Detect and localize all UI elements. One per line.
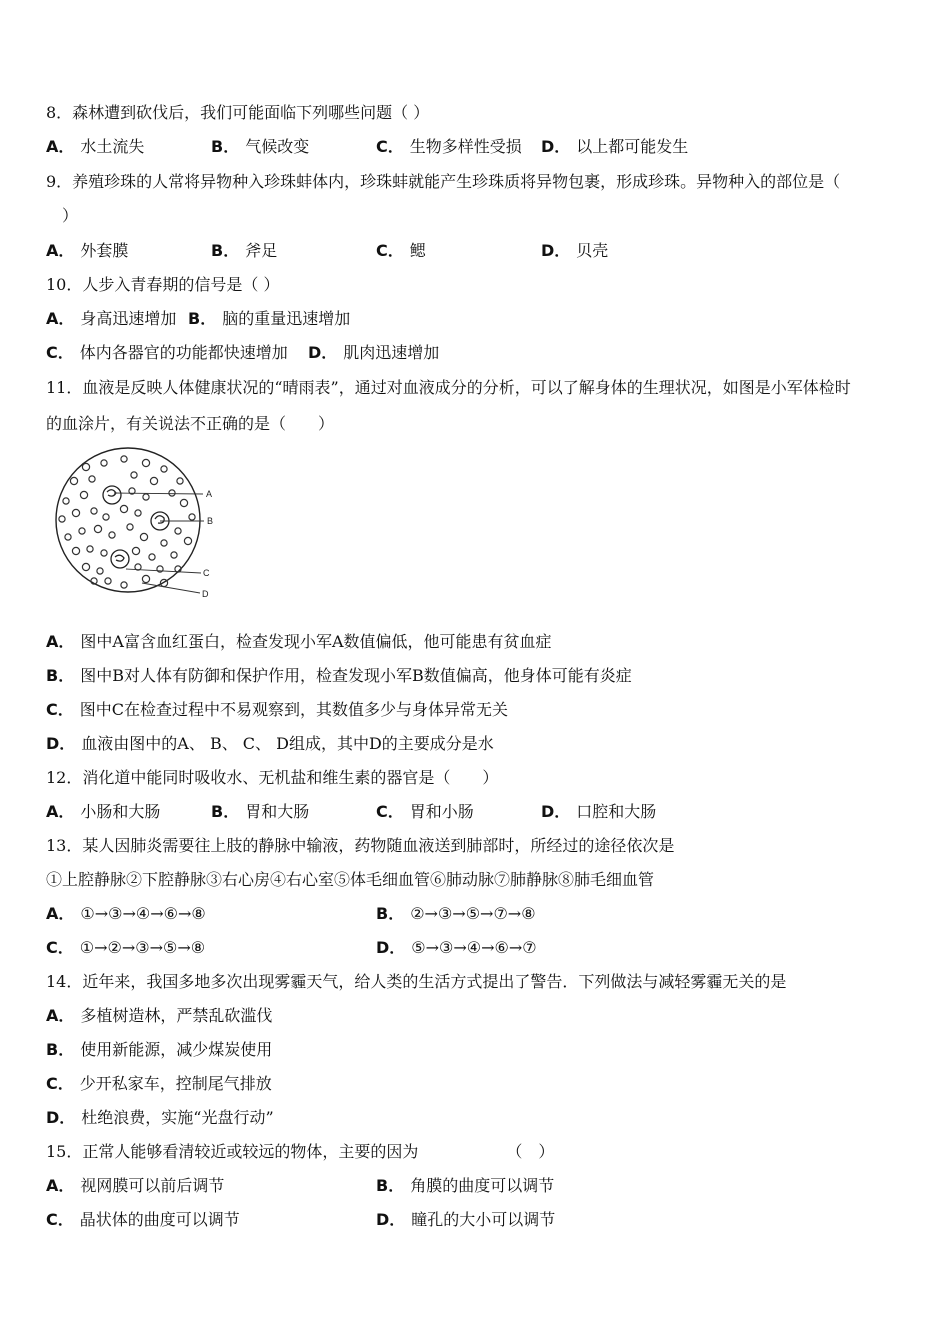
q12-option-a-text: 小肠和大肠: [80, 802, 161, 821]
red-blood-cell: [103, 514, 109, 520]
red-blood-cell: [127, 524, 133, 530]
red-blood-cell: [121, 456, 127, 462]
q15-option-b-label: B．: [376, 1176, 405, 1195]
q9-option-a: [46, 241, 128, 261]
q14-option-d-label: D．: [46, 1108, 76, 1127]
red-blood-cell: [101, 460, 107, 466]
q9-option-a-label: A．: [46, 241, 75, 260]
q13-option-b-text: ②→③→⑤→⑦→⑧: [410, 904, 536, 923]
q11-stem-continued: 的血涂片，有关说法不正确的是（ ）: [46, 414, 335, 433]
q14-option-b: [46, 1040, 272, 1060]
q10-option-a-label: A．: [46, 309, 75, 328]
q13-option-d-label: D．: [376, 938, 406, 957]
q13-stem-continued: ①上腔静脉②下腔静脉③右心房④右心室⑤体毛细血管⑥肺动脉⑦肺静脉⑧肺毛细血管: [46, 870, 655, 889]
q8-option-d-label: D．: [541, 137, 571, 156]
red-blood-cell: [150, 477, 157, 484]
q13-option-c-label: C．: [46, 938, 74, 957]
q10-option-c: [46, 343, 288, 363]
q15-option-d-text: 瞳孔的大小可以调节: [411, 1210, 556, 1229]
q8-option-c-text: 生物多样性受损: [409, 137, 522, 156]
q14-stem: 14．近年来，我国多地多次出现雾霾天气，给人类的生活方式提出了警告．下列做法与减轻雾霾无关的是: [46, 972, 787, 991]
figure-label-b: B: [207, 516, 214, 526]
q13-option-a: [46, 904, 206, 924]
q8-option-a: [46, 137, 144, 157]
red-blood-cell: [121, 582, 127, 588]
red-blood-cell: [135, 510, 141, 516]
q8-option-c-label: C．: [376, 137, 404, 156]
white-cell-a: [103, 486, 121, 504]
red-blood-cell: [72, 547, 79, 554]
q15-option-a-label: A．: [46, 1176, 75, 1195]
red-blood-cell: [72, 509, 79, 516]
q13-option-b: [376, 904, 536, 924]
q11-stem: 11．血液是反映人体健康状况的“晴雨表”，通过对血液成分的分析，可以了解身体的生理状况，如图是小军体检时: [46, 378, 851, 397]
red-blood-cell: [82, 563, 89, 570]
red-blood-cell: [59, 516, 65, 522]
q10-stem: 10．人步入青春期的信号是（ ）: [46, 275, 280, 294]
q11-option-a-text: 图中A富含血红蛋白，检查发现小军A数值偏低，他可能患有贫血症: [80, 632, 552, 651]
red-blood-cell: [109, 532, 115, 538]
q12-option-b: [211, 802, 309, 822]
red-blood-cell: [169, 490, 175, 496]
q15-option-b-text: 角膜的曲度可以调节: [410, 1176, 555, 1195]
q9-option-c-label: C．: [376, 241, 404, 260]
q15-option-b: [376, 1176, 554, 1196]
q11-option-c: [46, 700, 508, 720]
q12-option-c: [376, 802, 474, 822]
q15-option-a: [46, 1176, 224, 1196]
red-blood-cell: [177, 478, 183, 484]
red-blood-cell: [94, 525, 101, 532]
q15-option-c-text: 晶状体的曲度可以调节: [79, 1210, 240, 1229]
red-blood-cells: [59, 456, 195, 588]
q15-option-d: [376, 1210, 555, 1230]
white-blood-cells: [103, 486, 169, 568]
q10-option-a-text: 身高迅速增加: [80, 309, 177, 328]
red-blood-cell: [180, 499, 187, 506]
q13-option-d-text: ⑤→③→④→⑥→⑦: [411, 938, 537, 957]
q11-option-a-label: A．: [46, 632, 75, 651]
red-blood-cell: [120, 505, 127, 512]
q9-option-c-text: 鳃: [409, 241, 426, 260]
blood-smear-figure: [46, 445, 226, 605]
q14-option-a-text: 多植树造林，严禁乱砍滥伐: [80, 1006, 273, 1025]
red-blood-cell: [91, 508, 97, 514]
q12-option-d: [541, 802, 656, 822]
red-blood-cell: [171, 552, 177, 558]
q15-option-d-label: D．: [376, 1210, 406, 1229]
q11-option-b: [46, 666, 632, 686]
q12-option-d-label: D．: [541, 802, 571, 821]
q10-option-d-label: D．: [308, 343, 338, 362]
q11-option-b-label: B．: [46, 666, 75, 685]
q12-option-b-label: B．: [211, 802, 240, 821]
q10-option-c-text: 体内各器官的功能都快速增加: [79, 343, 288, 362]
q14-option-c: [46, 1074, 272, 1094]
q8-stem: 8．森林遭到砍伐后，我们可能面临下列哪些问题（ ）: [46, 103, 430, 122]
q11-option-d: [46, 734, 494, 754]
nucleus-b: [155, 516, 164, 523]
q10-option-c-label: C．: [46, 343, 74, 362]
q11-option-a: [46, 632, 552, 652]
q10-option-d: [308, 343, 439, 363]
q15-option-c: [46, 1210, 240, 1230]
q12-option-d-text: 口腔和大肠: [576, 802, 657, 821]
q8-option-b-text: 气候改变: [245, 137, 310, 156]
red-blood-cell: [80, 491, 87, 498]
q10-option-b-text: 脑的重量迅速增加: [222, 309, 351, 328]
q8-option-a-text: 水土流失: [80, 137, 145, 156]
q9-option-b-text: 斧足: [245, 241, 278, 260]
q13-option-b-label: B．: [376, 904, 405, 923]
q14-option-a: [46, 1006, 272, 1026]
q11-option-d-text: 血液由图中的A、 B、 C、 D组成，其中D的主要成分是水: [81, 734, 494, 753]
q12-option-b-text: 胃和大肠: [245, 802, 310, 821]
q10-option-b-label: B．: [188, 309, 217, 328]
q13-option-d: [376, 938, 537, 958]
q8-option-b: [211, 137, 309, 157]
q8-option-d: [541, 137, 688, 157]
red-blood-cell: [89, 476, 95, 482]
q15-option-c-label: C．: [46, 1210, 74, 1229]
q9-option-a-text: 外套膜: [80, 241, 129, 260]
q13-option-c-text: ①→②→③→⑤→⑧: [79, 938, 206, 957]
q10-option-d-text: 肌肉迅速增加: [343, 343, 440, 362]
red-blood-cell: [132, 547, 139, 554]
white-cell-c: [111, 550, 129, 568]
q12-option-a-label: A．: [46, 802, 75, 821]
red-blood-cell: [189, 514, 195, 520]
q11-option-d-label: D．: [46, 734, 76, 753]
red-blood-cell: [161, 540, 167, 546]
figure-label-a: A: [206, 489, 213, 499]
q14-option-d: [46, 1108, 274, 1128]
red-blood-cell: [140, 533, 147, 540]
q8-option-a-label: A．: [46, 137, 75, 156]
q9-option-b-label: B．: [211, 241, 240, 260]
red-blood-cell: [184, 537, 191, 544]
q9-option-d-text: 贝壳: [576, 241, 609, 260]
red-blood-cell: [175, 528, 181, 534]
q15-stem: 15．正常人能够看清较近或较远的物体，主要的因为 （ ）: [46, 1142, 555, 1161]
q12-option-c-label: C．: [376, 802, 404, 821]
leader-line-a: [114, 493, 203, 494]
q13-option-a-text: ①→③→④→⑥→⑧: [80, 904, 206, 923]
q13-stem: 13．某人因肺炎需要往上肢的静脉中输液，药物随血液送到肺部时，所经过的途径依次是: [46, 836, 675, 855]
q9-option-d-label: D．: [541, 241, 571, 260]
q13-option-a-label: A．: [46, 904, 75, 923]
q12-stem: 12．消化道中能同时吸收水、无机盐和维生素的器官是（ ）: [46, 768, 499, 787]
red-blood-cell: [101, 550, 107, 556]
red-blood-cell: [143, 494, 149, 500]
smear-outline: [56, 448, 200, 592]
red-blood-cell: [142, 459, 149, 466]
red-blood-cell: [142, 575, 149, 582]
q14-option-c-label: C．: [46, 1074, 74, 1093]
red-blood-cell: [131, 472, 137, 478]
q11-option-b-text: 图中B对人体有防御和保护作用，检查发现小军B数值偏高，他身体可能有炎症: [80, 666, 632, 685]
red-blood-cell: [70, 477, 77, 484]
q8-option-c: [376, 137, 522, 157]
q12-option-a: [46, 802, 160, 822]
figure-label-d: D: [202, 589, 209, 599]
q12-option-c-text: 胃和小肠: [409, 802, 474, 821]
figure-label-c: C: [203, 568, 210, 578]
q15-option-a-text: 视网膜可以前后调节: [80, 1176, 225, 1195]
red-blood-cell: [149, 554, 155, 560]
q10-option-a: [46, 309, 176, 329]
q8-option-d-text: 以上都可能发生: [576, 137, 689, 156]
q13-option-c: [46, 938, 205, 958]
red-blood-cell: [161, 466, 167, 472]
q9-option-d: [541, 241, 608, 261]
red-blood-cell: [87, 546, 93, 552]
q14-option-c-text: 少开私家车，控制尾气排放: [79, 1074, 272, 1093]
nucleus-c: [115, 555, 124, 561]
q14-option-b-text: 使用新能源，减少煤炭使用: [80, 1040, 273, 1059]
q11-option-c-text: 图中C在检查过程中不易观察到，其数值多少与身体异常无关: [79, 700, 508, 719]
q14-option-d-text: 杜绝浪费，实施“光盘行动”: [81, 1108, 274, 1127]
q11-option-c-label: C．: [46, 700, 74, 719]
q9-option-c: [376, 241, 426, 261]
figure-labels: [202, 489, 213, 599]
red-blood-cell: [97, 568, 103, 574]
red-blood-cell: [82, 463, 89, 470]
q8-option-b-label: B．: [211, 137, 240, 156]
red-blood-cell: [63, 498, 69, 504]
q9-stem: 9．养殖珍珠的人常将异物种入珍珠蚌体内，珍珠蚌就能产生珍珠质将异物包裹，形成珍珠。异物种入的部位是（: [46, 172, 841, 191]
red-blood-cell: [65, 534, 71, 540]
red-blood-cell: [79, 528, 85, 534]
q9-option-b: [211, 241, 277, 261]
q9-stem-continued: ）: [62, 206, 79, 225]
q14-option-b-label: B．: [46, 1040, 75, 1059]
q14-option-a-label: A．: [46, 1006, 75, 1025]
q10-option-b: [188, 309, 350, 329]
red-blood-cell: [105, 578, 111, 584]
